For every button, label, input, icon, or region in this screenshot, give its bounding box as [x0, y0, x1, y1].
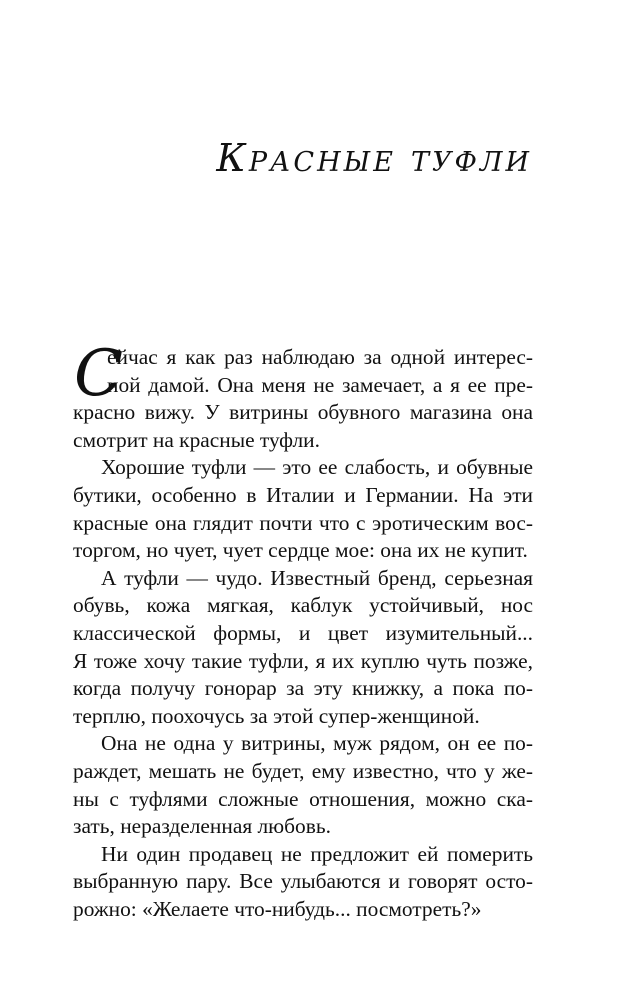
- text-line: Хорошие туфли — это ее слабость, и обувные: [101, 455, 533, 480]
- text-line: зать, неразделенная любовь.: [73, 814, 331, 839]
- drop-cap-letter: С: [74, 337, 123, 411]
- chapter-body: [73, 337, 533, 923]
- text-line: рожно: «Желаете что-нибудь... посмотреть?»: [73, 896, 482, 921]
- text-line: терплю, поохочусь за этой супер-женщиной.: [73, 703, 480, 728]
- text-line: выбранную пару. Все улыбаются и говорят осто-: [73, 869, 533, 894]
- text-line: раждет, мешать не будет, ему известно, что у же-: [73, 758, 533, 783]
- text-line: бутики, особенно в Италии и Германии. На эти: [73, 482, 533, 507]
- chapter-title: Красные туфли: [216, 136, 532, 180]
- text-line: ны с туфлями сложные отношения, можно ска-: [73, 786, 533, 811]
- text-line: Я тоже хочу такие туфли, я их куплю чуть позже,: [73, 648, 533, 673]
- text-line: Она не одна у витрины, муж рядом, он ее по-: [101, 731, 533, 756]
- text-line: красные она глядит почти что с эротическим вос-: [73, 510, 533, 535]
- text-line: А туфли — чудо. Известный бренд, серьезная: [101, 565, 533, 590]
- text-line: торгом, но чует, чует сердце мое: она их не купит.: [73, 538, 528, 563]
- text-line: классической формы, и цвет изумительный...: [73, 620, 533, 645]
- text-line: обувь, кожа мягкая, каблук устойчивый, нос: [73, 593, 533, 618]
- text-line: смотрит на красные туфли.: [73, 427, 320, 452]
- text-line: Ни один продавец не предложит ей померить: [101, 841, 533, 866]
- text-line: ной дамой. Она меня не замечает, а я ее пре-: [107, 372, 533, 397]
- text-line: когда получу гонорар за эту книжку, а пока по-: [73, 676, 533, 701]
- text-line: ейчас я как раз наблюдаю за одной интерес-: [107, 345, 533, 369]
- text-line: красно вижу. У витрины обувного магазина она: [73, 400, 533, 425]
